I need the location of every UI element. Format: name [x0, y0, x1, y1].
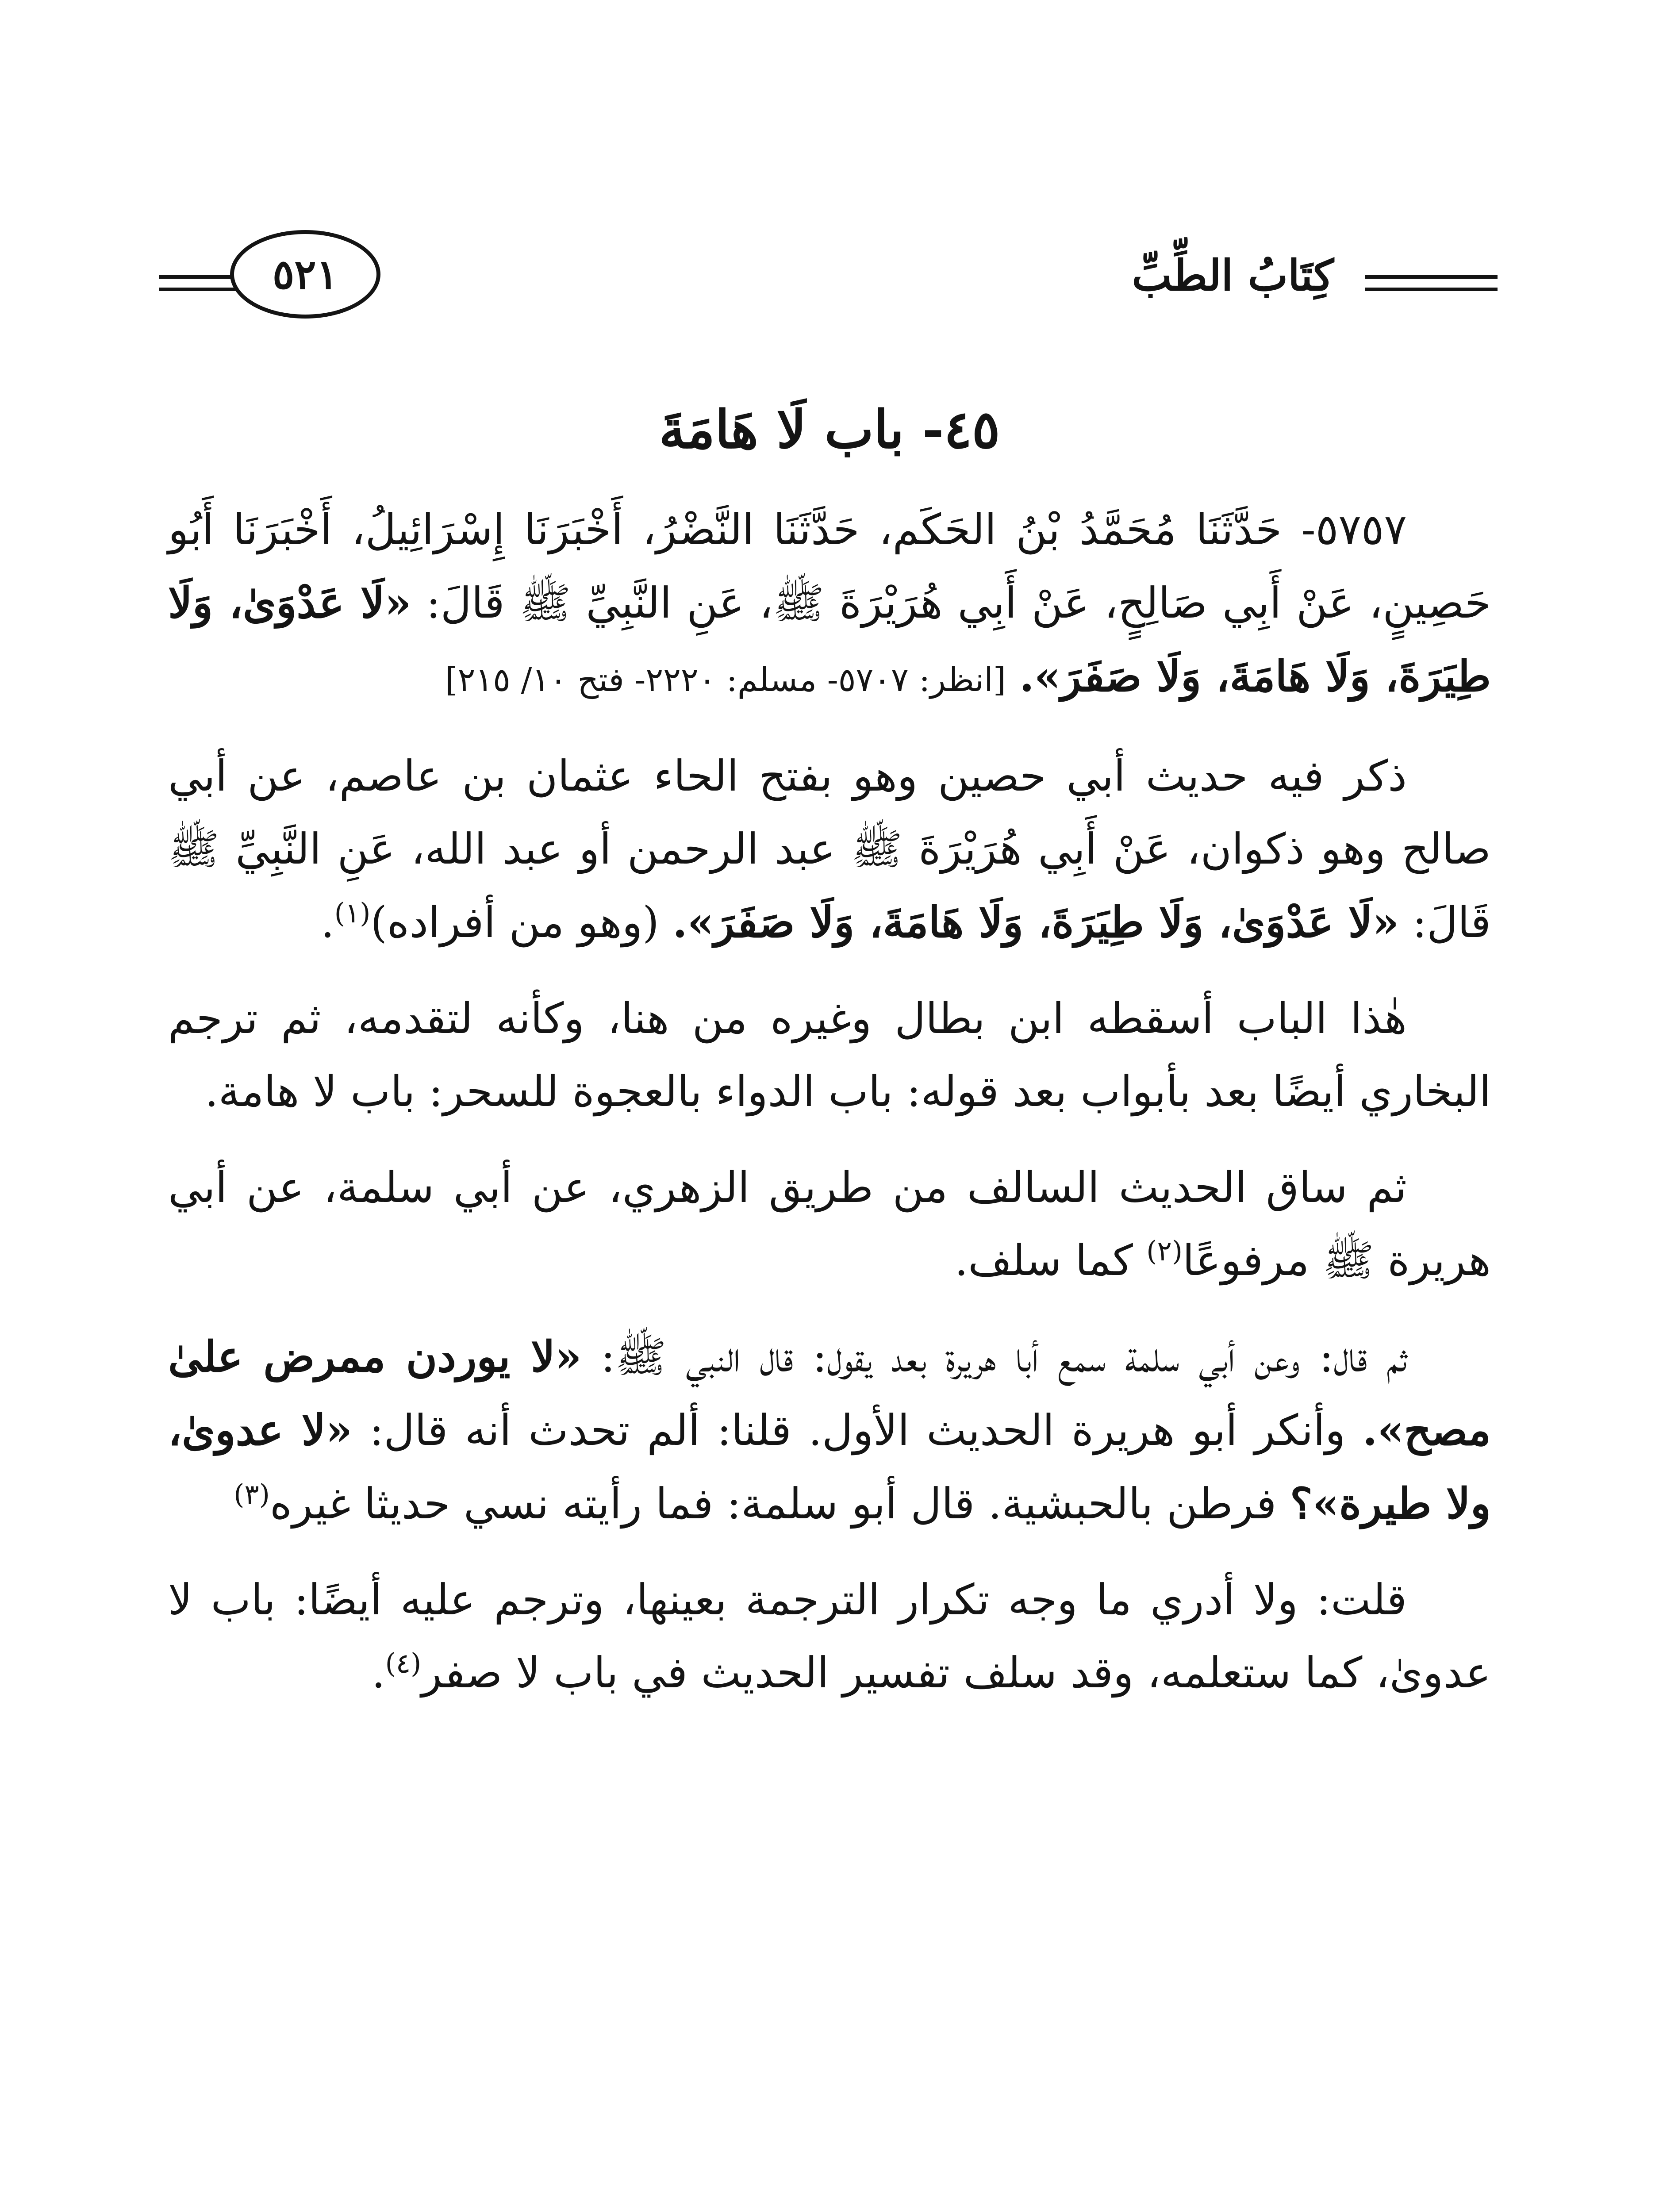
hadith-block [168, 493, 1491, 717]
header-rule-left-bottom [159, 288, 239, 291]
p2-text: هٰذا الباب أسقطه ابن بطال وغيره من هنا، وكأنه لتقدمه، ثم ترجم البخاري أيضًا بعد بأبواب بعد قوله: باب الدواء بالعجوة للسحر: باب لا هامة. [168, 994, 1491, 1116]
commentary-paragraph-4 [168, 1320, 1491, 1540]
hadith-isnad: ٥٧٥٧- حَدَّثَنَا مُحَمَّدُ بْنُ الحَكَم، حَدَّثَنَا النَّضْرُ، أَخْبَرَنَا إِسْرَائِيلُ، أَخْبَرَنَا أَبُو حَصِينٍ، عَنْ أَبِي صَالِحٍ، عَنْ أَبِي هُرَيْرَةَ ﷺ، عَنِ النَّبِيِّ ﷺ قَالَ: [168, 505, 1491, 628]
header-rule-right-top [1365, 275, 1498, 279]
commentary-paragraph-2 [168, 982, 1491, 1128]
chapter-heading: ٤٥- باب لَا هَامَةَ [659, 399, 1000, 460]
p4-quote-b: «لا عدوىٰ، ولا طيرة»؟ [168, 1405, 1491, 1528]
header-rule-left-top [159, 275, 239, 279]
commentary-paragraph-1: ذكر فيه حديث أبي حصين وهو بفتح الحاء عثمان بن عاصم، عن أبي صالح وهو ذكوان، عَنْ أَبِي هُرَيْرَةَ ﷺ عبد الرحمن أو عبد الله، عَنِ النَّبِيِّ ﷺ قَالَ: «لَا عَدْوَىٰ، وَلَا طِيَرَةَ، وَلَا هَامَةَ، وَلَا صَفَرَ». (وهو من أفراده)$^{(١)}$. [168, 751, 1491, 947]
p1-quote: «لَا عَدْوَىٰ، وَلَا طِيَرَةَ، وَلَا هَامَةَ، وَلَا صَفَرَ». [672, 897, 1399, 947]
footnote-marker-1: (١) [334, 897, 371, 929]
p4-quote-a: «لا يوردن ممرض علىٰ مصح». [168, 1332, 1491, 1455]
page-number: ٥٢١ [272, 250, 338, 298]
p4-text-c: فرطن بالحبشية. قال أبو سلمة: فما رأيته نسي حديثا غيره [269, 1479, 1277, 1528]
footnote-marker-4: (٤) [385, 1647, 422, 1679]
footnote-marker-2: (٢) [1146, 1235, 1183, 1267]
page-number-badge [230, 230, 380, 319]
p4-text-a: ثم قال: وعن أبي سلمة سمع أبا هريرة بعد يقول: قال النبي ﷺ: [601, 1332, 1407, 1382]
page-body [168, 493, 1491, 1732]
p3-text-a: ثم ساق الحديث السالف من طريق الزهري، عن أبي سلمة، عن أبي هريرة ﷺ مرفوعًا [168, 1163, 1491, 1285]
p3-text-b: كما سلف. [954, 1236, 1133, 1285]
header-rule-right-bottom [1365, 288, 1498, 291]
p1-text: ذكر فيه حديث أبي حصين وهو بفتح الحاء عثمان بن عاصم، عن أبي صالح وهو ذكوان، عَنْ أَبِي هُرَيْرَةَ ﷺ عبد الرحمن أو عبد الله، عَنِ النَّبِيِّ ﷺ قَالَ: [168, 751, 1491, 947]
p5-text: قلت: ولا أدري ما وجه تكرار الترجمة بعينها، وترجم عليه أيضًا: باب لا عدوىٰ، كما ستعلمه، وقد سلف تفسير الحديث في باب لا صفر [168, 1575, 1491, 1697]
commentary-paragraph-5 [168, 1563, 1491, 1709]
hadith-reference: [انظر: ٥٧٠٧- مسلم: ٢٢٢٠- فتح ١٠/ ٢١٥] [445, 661, 1006, 699]
book-title: كِتَابُ الطِّبِّ [1132, 250, 1334, 300]
p4-text-b: وأنكر أبو هريرة الحديث الأول. قلنا: ألم تحدث أنه قال: [369, 1406, 1346, 1455]
p1-tail: (وهو من أفراده) [370, 898, 659, 947]
commentary-paragraph-3 [168, 1151, 1491, 1297]
footnote-marker-3: (٣) [234, 1478, 270, 1510]
p5-end: . [372, 1648, 385, 1697]
hadith-matn: «لَا عَدْوَىٰ، وَلَا طِيَرَةَ، وَلَا هَامَةَ، وَلَا صَفَرَ». [168, 578, 1491, 701]
